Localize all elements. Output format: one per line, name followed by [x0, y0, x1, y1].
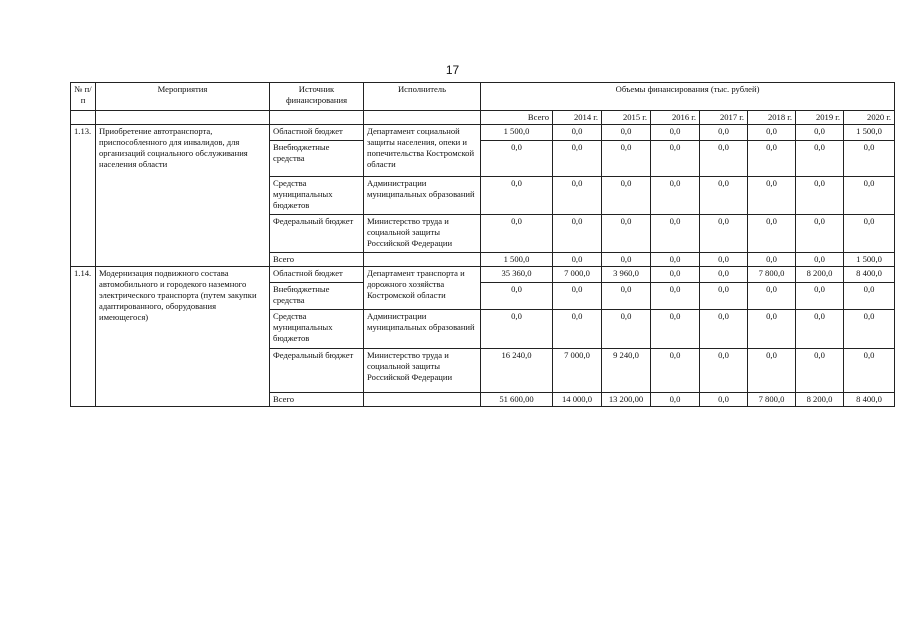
value-cell: 0,0 [748, 125, 796, 141]
year-header: 2020 г. [844, 111, 895, 125]
value-cell: 0,0 [844, 310, 895, 349]
value-cell: 0,0 [553, 177, 602, 215]
value-cell: 16 240,0 [481, 349, 553, 393]
value-cell: 0,0 [602, 283, 651, 310]
value-cell: 0,0 [748, 253, 796, 267]
value-cell: 0,0 [796, 349, 844, 393]
header-volumes: Объемы финансирования (тыс. рублей) [481, 83, 895, 111]
value-cell: 0,0 [481, 215, 553, 253]
header-source: Источник финансирования [270, 83, 364, 111]
value-cell: 0,0 [700, 141, 748, 177]
value-cell: 0,0 [700, 393, 748, 407]
row-number: 1.14. [71, 267, 96, 407]
value-cell: 51 600,00 [481, 393, 553, 407]
value-cell: 0,0 [651, 283, 700, 310]
value-cell: 0,0 [651, 125, 700, 141]
year-header: 2019 г. [796, 111, 844, 125]
year-header: 2016 г. [651, 111, 700, 125]
executor: Департамент социальной защиты населения, опеки и попечительства Костромской области [364, 125, 481, 177]
value-cell: 0,0 [602, 141, 651, 177]
value-cell: 0,0 [796, 141, 844, 177]
value-cell: 0,0 [796, 253, 844, 267]
value-cell: 0,0 [796, 215, 844, 253]
header-blank [270, 111, 364, 125]
year-header: 2018 г. [748, 111, 796, 125]
funding-source: Средства муниципальных бюджетов [270, 177, 364, 215]
value-cell: 0,0 [481, 141, 553, 177]
header-measures: Мероприятия [96, 83, 270, 111]
value-cell: 0,0 [796, 310, 844, 349]
value-cell: 7 000,0 [553, 267, 602, 283]
value-cell: 0,0 [553, 310, 602, 349]
value-cell: 7 000,0 [553, 349, 602, 393]
value-cell: 0,0 [651, 141, 700, 177]
value-cell: 0,0 [748, 177, 796, 215]
value-cell: 1 500,0 [844, 253, 895, 267]
value-cell: 1 500,0 [481, 253, 553, 267]
value-cell: 14 000,0 [553, 393, 602, 407]
funding-source: Федеральный бюджет [270, 349, 364, 393]
funding-source: Внебюджетные средства [270, 283, 364, 310]
value-cell: 0,0 [481, 310, 553, 349]
executor: Администрации муниципальных образований [364, 310, 481, 349]
funding-source: Федеральный бюджет [270, 215, 364, 253]
year-header: 2014 г. [553, 111, 602, 125]
value-cell: 3 960,0 [602, 267, 651, 283]
value-cell: 35 360,0 [481, 267, 553, 283]
value-cell: 7 800,0 [748, 393, 796, 407]
financing-table [70, 82, 895, 407]
value-cell: 0,0 [651, 393, 700, 407]
funding-source: Областной бюджет [270, 267, 364, 283]
funding-source-total: Всего [270, 253, 364, 267]
year-header: 2017 г. [700, 111, 748, 125]
value-cell: 0,0 [700, 349, 748, 393]
measure-name: Приобретение автотранспорта, приспособленного для инвалидов, для организаций социального обслуживания населения области [96, 125, 270, 267]
executor: Министерство труда и социальной защиты Российской Федерации [364, 349, 481, 393]
header-executor: Исполнитель [364, 83, 481, 111]
header-blank [364, 111, 481, 125]
value-cell: 0,0 [553, 141, 602, 177]
value-cell: 0,0 [796, 125, 844, 141]
value-cell: 0,0 [700, 310, 748, 349]
value-cell: 9 240,0 [602, 349, 651, 393]
value-cell: 13 200,00 [602, 393, 651, 407]
header-blank [71, 111, 96, 125]
value-cell: 0,0 [700, 253, 748, 267]
executor: Министерство труда и социальной защиты Российской Федерации [364, 215, 481, 253]
year-header: 2015 г. [602, 111, 651, 125]
measure-name: Модернизация подвижного состава автомобильного и городекого наземного электрического транспорта (путем закупки адаптированного, оборудования имеющегося) [96, 267, 270, 407]
value-cell: 7 800,0 [748, 267, 796, 283]
value-cell: 0,0 [700, 283, 748, 310]
value-cell: 0,0 [602, 310, 651, 349]
value-cell: 0,0 [748, 215, 796, 253]
page-number: 17 [445, 63, 460, 77]
value-cell: 0,0 [651, 177, 700, 215]
value-cell: 1 500,0 [481, 125, 553, 141]
executor: Департамент транспорта и дорожного хозяйства Костромской области [364, 267, 481, 310]
value-cell: 0,0 [553, 215, 602, 253]
row-number: 1.13. [71, 125, 96, 267]
value-cell: 0,0 [844, 349, 895, 393]
value-cell: 0,0 [651, 215, 700, 253]
value-cell: 0,0 [844, 215, 895, 253]
executor [364, 393, 481, 407]
value-cell: 0,0 [651, 267, 700, 283]
funding-source: Средства муниципальных бюджетов [270, 310, 364, 349]
value-cell: 0,0 [651, 310, 700, 349]
value-cell: 0,0 [700, 177, 748, 215]
value-cell: 8 400,0 [844, 393, 895, 407]
value-cell: 0,0 [796, 283, 844, 310]
value-cell: 0,0 [602, 177, 651, 215]
value-cell: 8 200,0 [796, 393, 844, 407]
value-cell: 0,0 [553, 283, 602, 310]
value-cell: 0,0 [481, 177, 553, 215]
value-cell: 0,0 [481, 283, 553, 310]
value-cell: 1 500,0 [844, 125, 895, 141]
value-cell: 0,0 [553, 253, 602, 267]
value-cell: 0,0 [844, 141, 895, 177]
funding-source: Внебюджетные средства [270, 141, 364, 177]
value-cell: 8 400,0 [844, 267, 895, 283]
header-num: № п/п [71, 83, 96, 111]
value-cell: 0,0 [748, 283, 796, 310]
value-cell: 0,0 [602, 125, 651, 141]
year-header: Всего [481, 111, 553, 125]
value-cell: 0,0 [700, 125, 748, 141]
executor [364, 253, 481, 267]
value-cell: 0,0 [748, 349, 796, 393]
executor: Администрации муниципальных образований [364, 177, 481, 215]
value-cell: 0,0 [700, 267, 748, 283]
value-cell: 0,0 [796, 177, 844, 215]
value-cell: 0,0 [651, 349, 700, 393]
value-cell: 0,0 [602, 215, 651, 253]
header-blank [96, 111, 270, 125]
value-cell: 8 200,0 [796, 267, 844, 283]
value-cell: 0,0 [651, 253, 700, 267]
value-cell: 0,0 [844, 283, 895, 310]
value-cell: 0,0 [700, 215, 748, 253]
value-cell: 0,0 [553, 125, 602, 141]
value-cell: 0,0 [844, 177, 895, 215]
funding-source: Областной бюджет [270, 125, 364, 141]
value-cell: 0,0 [748, 141, 796, 177]
value-cell: 0,0 [748, 310, 796, 349]
funding-source-total: Всего [270, 393, 364, 407]
value-cell: 0,0 [602, 253, 651, 267]
